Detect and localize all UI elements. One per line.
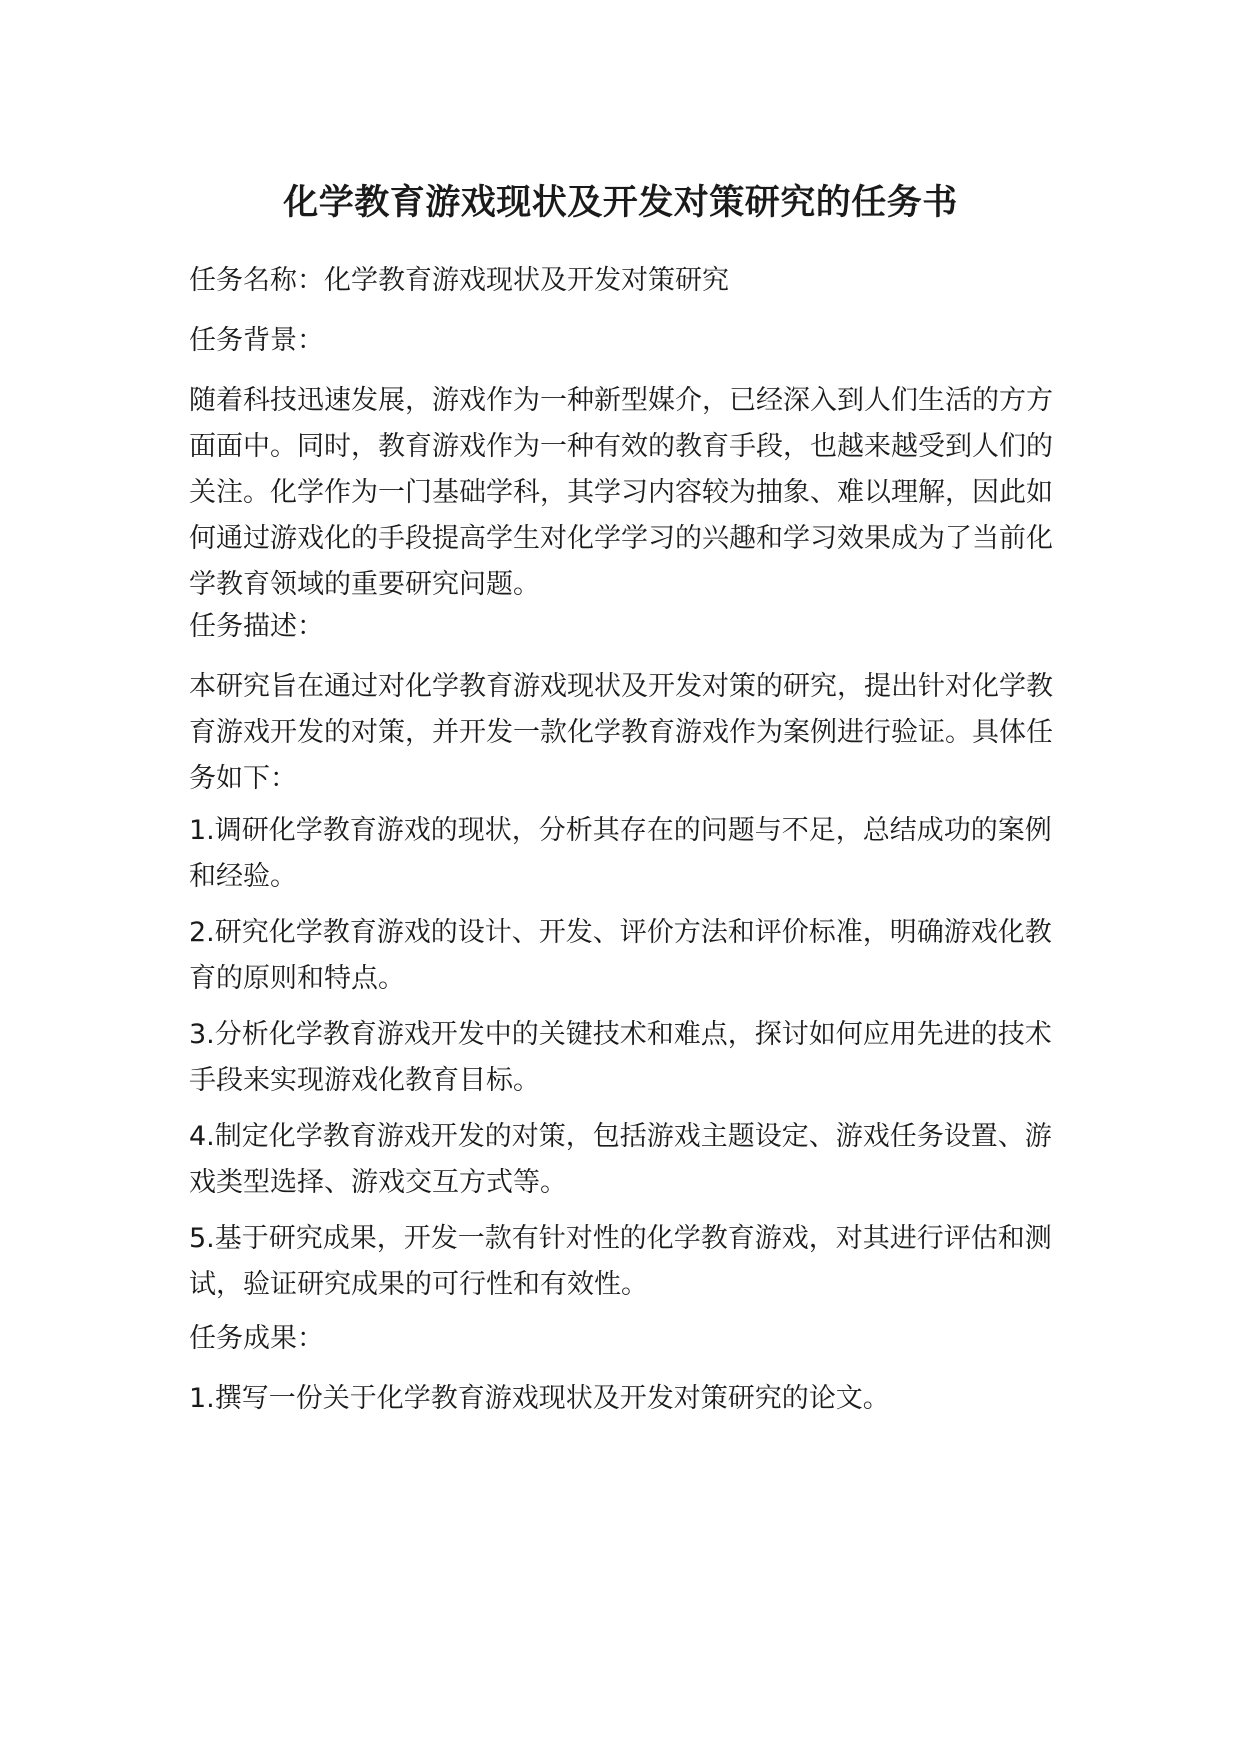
- task-item-4: 4.制定化学教育游戏开发的对策，包括游戏主题设定、游戏任务设置、游戏类型选择、游戏交互方式等。: [189, 1121, 1052, 1198]
- background-heading: 任务背景：: [189, 325, 324, 356]
- description-paragraph: 本研究旨在通过对化学教育游戏现状及开发对策的研究，提出针对化学教育游戏开发的对策，并开发一款化学教育游戏作为案例进行验证。具体任务如下：: [189, 671, 1053, 794]
- task-item-3: 3.分析化学教育游戏开发中的关键技术和难点，探讨如何应用先进的技术手段来实现游戏化教育目标。: [189, 1019, 1052, 1096]
- task-name-line: 任务名称：化学教育游戏现状及开发对策研究: [189, 265, 729, 296]
- task-item-1: 1.调研化学教育游戏的现状，分析其存在的问题与不足，总结成功的案例和经验。: [189, 815, 1052, 892]
- description-heading: 任务描述：: [189, 611, 324, 642]
- result-item-1: 1.撰写一份关于化学教育游戏现状及开发对策研究的论文。: [189, 1383, 890, 1414]
- background-paragraph: 随着科技迅速发展，游戏作为一种新型媒介，已经深入到人们生活的方方面面中。同时，教育游戏作为一种有效的教育手段，也越来越受到人们的关注。化学作为一门基础学科，其学习内容较为抽象、难以理解，因此如何通过游戏化的手段提高学生对化学学习的兴趣和学习效果成为了当前化学教育领域的重要研究问题。: [189, 385, 1053, 600]
- results-heading: 任务成果：: [189, 1323, 324, 1354]
- document-title: 化学教育游戏现状及开发对策研究的任务书: [283, 183, 958, 223]
- task-item-5: 5.基于研究成果，开发一款有针对性的化学教育游戏，对其进行评估和测试，验证研究成果的可行性和有效性。: [189, 1223, 1052, 1300]
- task-item-2: 2.研究化学教育游戏的设计、开发、评价方法和评价标准，明确游戏化教育的原则和特点。: [189, 917, 1052, 994]
